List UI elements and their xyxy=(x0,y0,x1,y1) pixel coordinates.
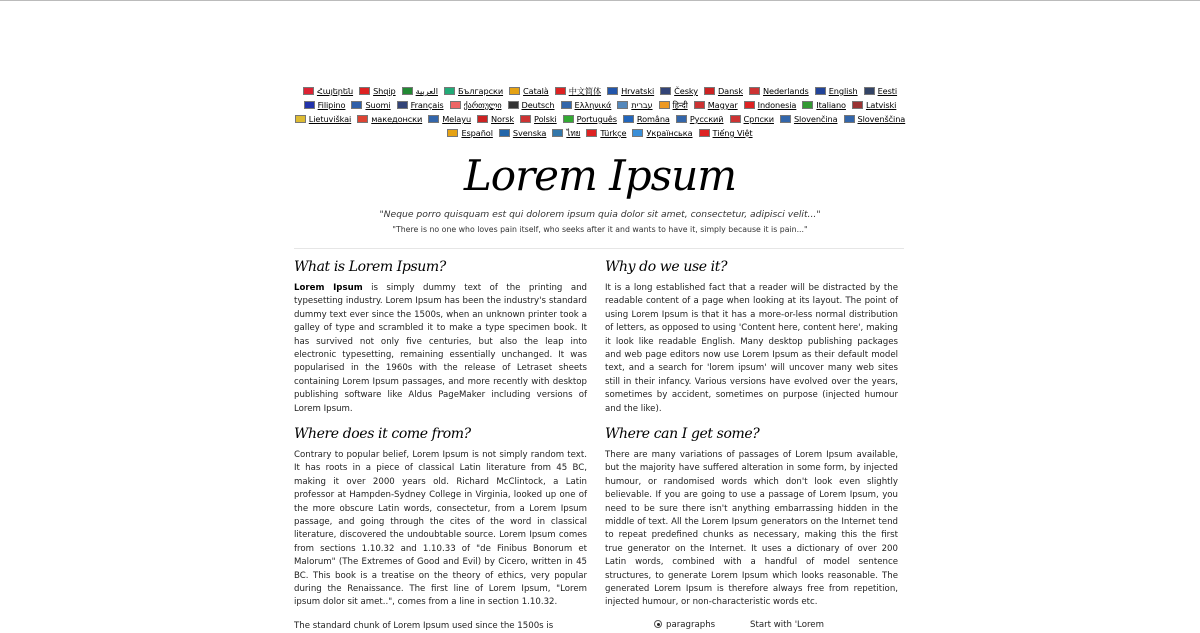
language-link[interactable] xyxy=(749,84,809,98)
language-label[interactable]: Melayu xyxy=(442,114,472,124)
flag-icon xyxy=(397,101,408,109)
standard-chunk-text: The standard chunk of Lorem Ipsum used since the 1500s is xyxy=(294,621,554,631)
flag-icon xyxy=(676,115,687,123)
language-label[interactable]: Slovenščina xyxy=(857,114,906,124)
language-label[interactable]: Հայերեն xyxy=(316,86,354,96)
language-link[interactable] xyxy=(520,112,557,126)
language-link[interactable] xyxy=(704,84,743,98)
flag-icon xyxy=(586,129,597,137)
language-link[interactable] xyxy=(428,112,471,126)
section-heading: Where can I get some? xyxy=(605,426,760,442)
language-label[interactable]: Česky xyxy=(674,86,698,96)
language-link[interactable] xyxy=(397,98,444,112)
flag-icon xyxy=(730,115,741,123)
language-label[interactable]: Svenska xyxy=(512,128,547,138)
flag-icon xyxy=(351,101,362,109)
flag-icon xyxy=(623,115,634,123)
language-label[interactable]: ‫עברית xyxy=(631,100,653,110)
language-link[interactable] xyxy=(357,112,422,126)
language-link[interactable] xyxy=(450,98,502,112)
language-label[interactable]: Dansk xyxy=(717,86,743,96)
flag-icon xyxy=(563,115,574,123)
language-label[interactable]: Português xyxy=(576,114,617,124)
section-what xyxy=(294,258,587,416)
language-label[interactable]: Româna xyxy=(636,114,670,124)
language-link[interactable] xyxy=(676,112,724,126)
language-label[interactable]: Indonesia xyxy=(757,100,797,110)
language-link[interactable] xyxy=(815,84,858,98)
language-label[interactable]: Shqip xyxy=(373,86,396,96)
language-label[interactable]: Pyccкий xyxy=(689,114,724,124)
flag-icon xyxy=(749,87,760,95)
section-heading: Where does it come from? xyxy=(294,426,471,442)
language-label[interactable]: Ελληνικά xyxy=(574,100,612,110)
language-label[interactable]: Filipino xyxy=(317,100,346,110)
flag-icon xyxy=(499,129,510,137)
section-text: Contrary to popular belief, Lorem Ipsum is not simply random text. It has roots in a piece of classical Latin literature from 45 BC, making it over 2000 years old. Richard McClintock, a Latin professor at Hampden-Sydney College in Virginia, looked up one of the more obscure Latin words, consectetur, from a Lorem Ipsum passage, and going through the cites of the word in classical literature, discovered the undoubtable source. Lorem Ipsum comes from sections 1.10.32 and 1.10.33 of "de Finibus Bonorum et Malorum" (The Extremes of Good and Evil) by Cicero, written in 45 BC. This book is a treatise on the theory of ethics, very popular during the Renaissance. The first line of Lorem Ipsum, "Lorem ipsum dolor sit amet..", comes from a line in section 1.10.32. xyxy=(294,450,587,608)
language-label[interactable]: Català xyxy=(523,86,549,96)
language-link[interactable] xyxy=(508,98,555,112)
latin-quote: "Neque porro quisquam est qui dolorem ipsum quia dolor sit amet, consectetur, adipisci velit..." xyxy=(379,209,821,220)
flag-icon xyxy=(844,115,855,123)
flag-icon xyxy=(659,101,670,109)
radio-dot-icon[interactable] xyxy=(654,620,662,628)
section-where-get xyxy=(605,425,898,610)
language-link[interactable] xyxy=(730,112,774,126)
section-text: There are many variations of passages of Lorem Ipsum available, but the majority have suffered alteration in some form, by injected humour, or randomised words which don't look even slightly believable. If you are going to use a passage of Lorem Ipsum, you need to be sure there isn't anything embarrassing hidden in the middle of text. All the Lorem Ipsum generators on the Internet tend to repeat predefined chunks as necessary, making this the first true generator on the Internet. It uses a dictionary of over 200 Latin words, combined with a handful of model sentence structures, to generate Lorem Ipsum which looks reasonable. The generated Lorem Ipsum is therefore always free from repetition, injected humour, or non-characteristic words etc. xyxy=(605,450,898,608)
language-link[interactable] xyxy=(561,98,612,112)
language-link[interactable] xyxy=(509,84,549,98)
language-label[interactable]: Magyar xyxy=(707,100,738,110)
section-heading: Why do we use it? xyxy=(605,259,728,275)
section-text: It is a long established fact that a reader will be distracted by the readable content of a page when looking at its layout. The point of using Lorem Ipsum is that it has a more-or-less normal distribution of letters, as opposed to using 'Content here, content here', making it look like readable English. Many desktop publishing packages and web page editors now use Lorem Ipsum as their default model text, and a search for 'lorem ipsum' will uncover many web sites still in their infancy. Various versions have evolved over the years, sometimes by accident, sometimes on purpose (injected humour and the like). xyxy=(605,283,898,414)
section-why xyxy=(605,258,898,416)
flag-icon xyxy=(552,129,563,137)
top-border xyxy=(0,0,1200,1)
flag-icon xyxy=(402,87,413,95)
language-link[interactable] xyxy=(632,126,692,140)
language-label[interactable]: Italiano xyxy=(816,100,846,110)
language-link[interactable] xyxy=(802,98,846,112)
flag-icon xyxy=(632,129,643,137)
flag-icon xyxy=(852,101,863,109)
flag-icon xyxy=(815,87,826,95)
language-label[interactable]: 中文简体 xyxy=(568,86,602,96)
flag-icon xyxy=(607,87,618,95)
radio-label: paragraphs xyxy=(666,620,716,630)
language-link[interactable] xyxy=(864,84,897,98)
language-link[interactable] xyxy=(447,126,492,140)
divider xyxy=(294,248,904,249)
language-label[interactable]: Nederlands xyxy=(763,86,809,96)
language-link[interactable] xyxy=(477,112,514,126)
language-link[interactable] xyxy=(699,126,753,140)
language-label[interactable]: Tiếng Việt xyxy=(712,128,753,138)
language-label[interactable]: Български xyxy=(458,86,504,96)
flag-icon xyxy=(508,101,519,109)
language-link[interactable] xyxy=(304,98,346,112)
language-label[interactable]: Türkçe xyxy=(600,128,627,138)
bold-term: Lorem Ipsum xyxy=(294,283,363,293)
flag-icon xyxy=(694,101,705,109)
flag-icon xyxy=(359,87,370,95)
language-label[interactable]: ქართული xyxy=(463,100,502,110)
language-link[interactable] xyxy=(744,98,797,112)
page-title: Lorem Ipsum xyxy=(463,151,737,200)
language-link[interactable] xyxy=(780,112,838,126)
language-link[interactable] xyxy=(359,84,396,98)
flag-icon xyxy=(699,129,710,137)
language-link[interactable] xyxy=(303,84,353,98)
flag-icon xyxy=(744,101,755,109)
english-quote: "There is no one who loves pain itself, who seeks after it and wants to have it, simply because it is pain..." xyxy=(392,225,808,234)
language-link[interactable] xyxy=(444,84,503,98)
flag-icon xyxy=(802,101,813,109)
language-label[interactable]: English xyxy=(828,86,858,96)
flag-icon xyxy=(555,87,566,95)
flag-icon xyxy=(520,115,531,123)
language-link[interactable] xyxy=(563,112,617,126)
language-link[interactable] xyxy=(402,84,438,98)
flag-icon xyxy=(357,115,368,123)
language-link[interactable] xyxy=(844,112,906,126)
flag-icon xyxy=(780,115,791,123)
flag-icon xyxy=(428,115,439,123)
section-heading: What is Lorem Ipsum? xyxy=(294,259,446,275)
section-where-from xyxy=(294,425,587,610)
language-label[interactable]: हिन्दी xyxy=(672,100,688,110)
language-label[interactable]: Eesti xyxy=(877,86,898,96)
flag-icon xyxy=(447,129,458,137)
flag-icon xyxy=(295,115,306,123)
flag-icon xyxy=(617,101,628,109)
language-link[interactable] xyxy=(555,84,601,98)
language-link[interactable] xyxy=(623,112,670,126)
language-label[interactable]: Latviski xyxy=(865,100,897,110)
flag-icon xyxy=(303,87,314,95)
language-link[interactable] xyxy=(659,98,688,112)
language-link[interactable] xyxy=(607,84,654,98)
language-label[interactable]: Lietuviškai xyxy=(308,114,352,124)
language-label[interactable]: ‫العربية xyxy=(415,86,439,96)
language-link[interactable] xyxy=(617,98,652,112)
flag-icon xyxy=(450,101,461,109)
language-link[interactable] xyxy=(351,98,390,112)
language-label[interactable]: Slovenčina xyxy=(793,114,838,124)
language-label[interactable]: ไทย xyxy=(566,128,581,138)
language-label[interactable]: Deutsch xyxy=(521,100,555,110)
language-label[interactable]: Norsk xyxy=(491,114,515,124)
flag-icon xyxy=(477,115,488,123)
flag-icon xyxy=(304,101,315,109)
language-list xyxy=(290,84,910,140)
language-link[interactable] xyxy=(295,112,351,126)
language-link[interactable] xyxy=(660,84,698,98)
language-link[interactable] xyxy=(552,126,580,140)
language-label[interactable]: Hrvatski xyxy=(621,86,655,96)
language-link[interactable] xyxy=(586,126,626,140)
flag-icon xyxy=(444,87,455,95)
flag-icon xyxy=(660,87,671,95)
section-text: Lorem Ipsum is simply dummy text of the printing and typesetting industry. Lorem Ipsum has been the industry's standard dummy text ever since the 1500s, when an unknown printer took a galley of type and scrambled it to make a type specimen book. It has survived not only five centuries, but also the leap into electronic typesetting, remaining essentially unchanged. It was popularised in the 1960s with the release of Letraset sheets containing Lorem Ipsum passages, and more recently with desktop publishing software like Aldus PageMaker including versions of Lorem Ipsum. xyxy=(294,283,587,414)
flag-icon xyxy=(561,101,572,109)
language-label[interactable]: Suomi xyxy=(365,100,391,110)
flag-icon xyxy=(864,87,875,95)
language-label[interactable]: Polski xyxy=(534,114,557,124)
paragraphs-radio[interactable] xyxy=(654,620,715,630)
language-label[interactable]: Српски xyxy=(743,114,774,124)
language-label[interactable]: Español xyxy=(461,128,493,138)
start-with-lorem-option[interactable]: Start with 'Lorem xyxy=(750,620,824,630)
flag-icon xyxy=(704,87,715,95)
language-label[interactable]: македонски xyxy=(371,114,423,124)
language-label[interactable]: Українська xyxy=(646,128,693,138)
language-link[interactable] xyxy=(499,126,546,140)
flag-icon xyxy=(509,87,520,95)
language-link[interactable] xyxy=(852,98,896,112)
language-label[interactable]: Français xyxy=(410,100,444,110)
language-link[interactable] xyxy=(694,98,738,112)
